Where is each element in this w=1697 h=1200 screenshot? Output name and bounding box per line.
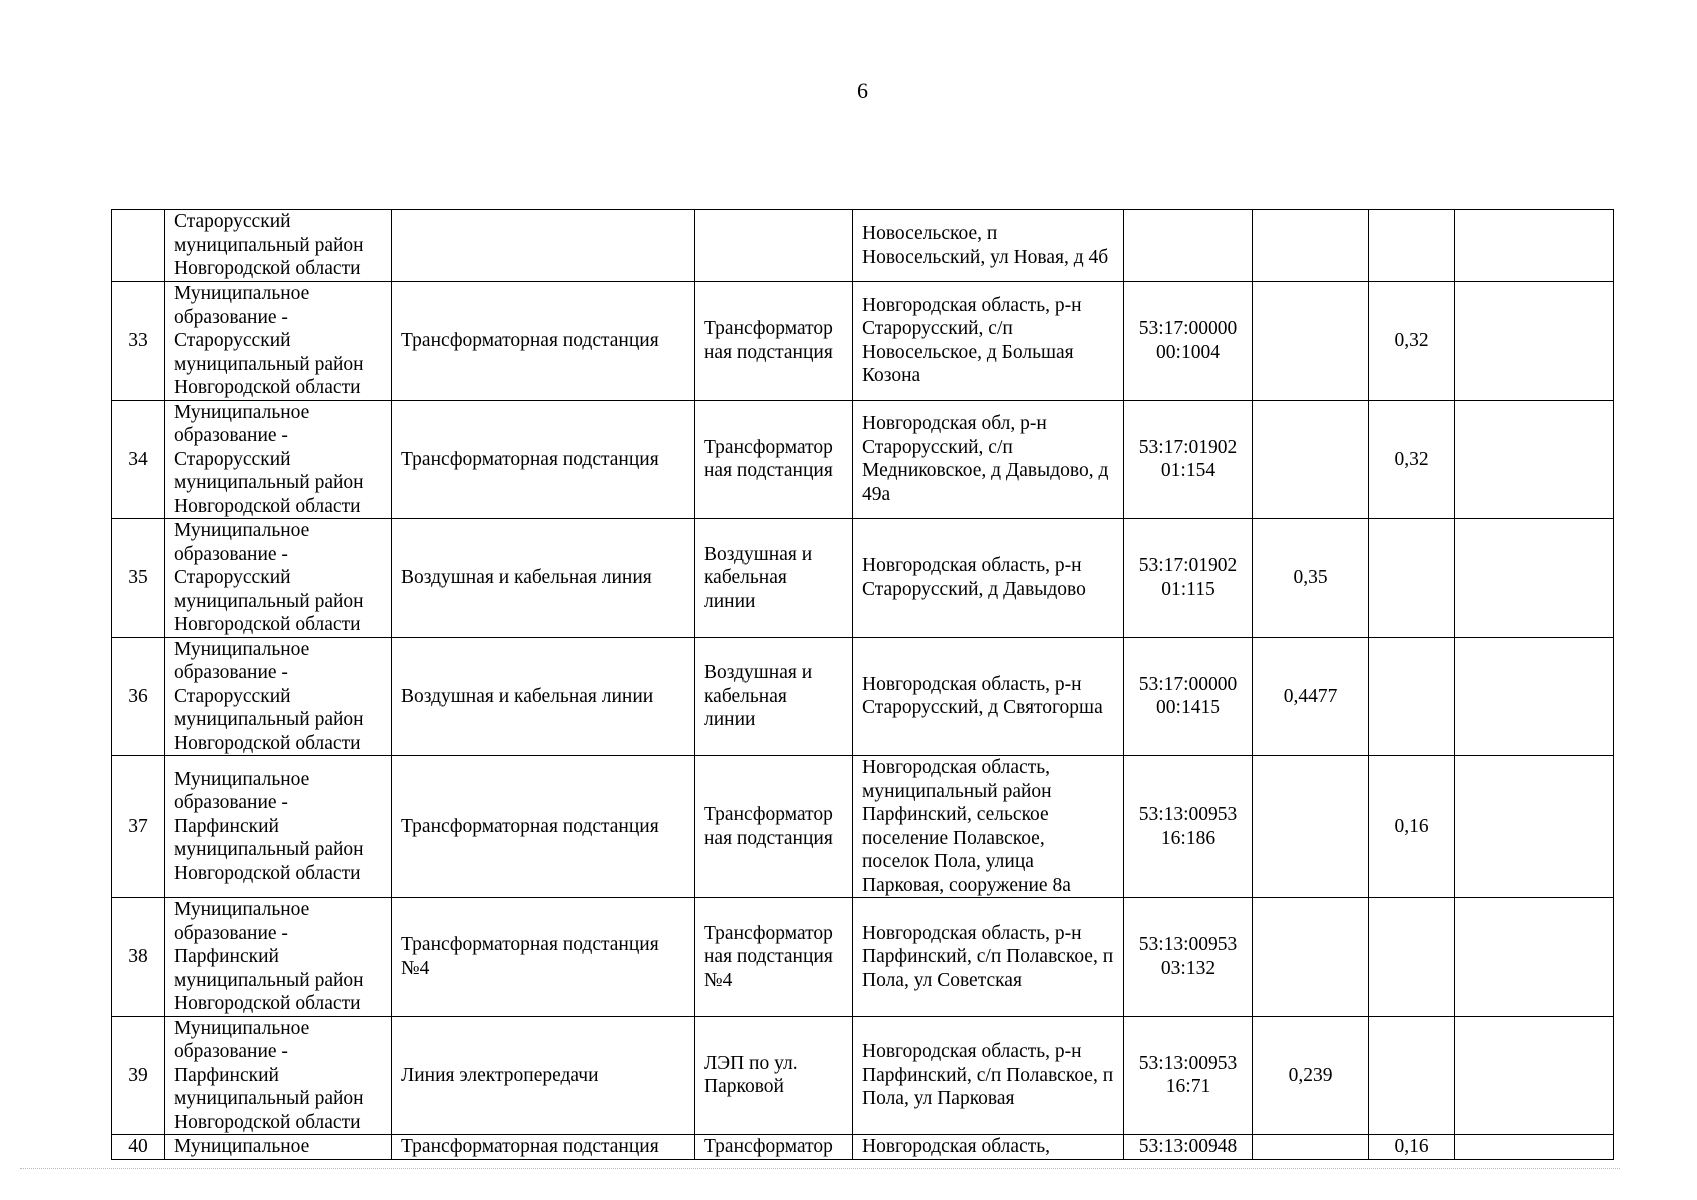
area-cell: 0,16: [1369, 756, 1455, 898]
object-name-cell: Трансформаторная подстанция: [392, 756, 695, 898]
table-row: [112, 282, 1614, 401]
note-cell: [1455, 400, 1614, 519]
note-cell: [1455, 637, 1614, 756]
object-name-cell: Воздушная и кабельная линия: [392, 519, 695, 638]
area-cell: [1369, 637, 1455, 756]
owner-cell: Муниципальное образование - Старорусский муниципальный район Новгородской области: [165, 400, 392, 519]
cadastral-number-cell: 53:13:00953 16:71: [1124, 1016, 1253, 1135]
object-name-cell: [392, 210, 695, 282]
object-type-cell: Трансформатор ная подстанция: [695, 282, 853, 401]
cadastral-number-cell: 53:17:01902 01:115: [1124, 519, 1253, 638]
cadastral-number-cell: 53:17:01902 01:154: [1124, 400, 1253, 519]
note-cell: [1455, 756, 1614, 898]
table-row: [112, 519, 1614, 638]
table-row: [112, 1016, 1614, 1135]
table-row: [112, 756, 1614, 898]
object-name-cell: Воздушная и кабельная линии: [392, 637, 695, 756]
length-cell: [1253, 1135, 1369, 1160]
row-number-cell: 33: [112, 282, 165, 401]
cadastral-number-cell: [1124, 210, 1253, 282]
cadastral-number-cell: 53:17:00000 00:1004: [1124, 282, 1253, 401]
object-type-cell: ЛЭП по ул. Парковой: [695, 1016, 853, 1135]
object-type-cell: Трансформатор ная подстанция: [695, 756, 853, 898]
cadastral-number-cell: 53:13:00953 16:186: [1124, 756, 1253, 898]
address-cell: Новгородская область, р-н Старорусский, д Святогорша: [853, 637, 1124, 756]
area-cell: 0,32: [1369, 400, 1455, 519]
note-cell: [1455, 519, 1614, 638]
note-cell: [1455, 1135, 1614, 1160]
owner-cell: Муниципальное образование - Старорусский муниципальный район Новгородской области: [165, 519, 392, 638]
table-row: [112, 400, 1614, 519]
owner-cell: Старорусский муниципальный район Новгородской области: [165, 210, 392, 282]
length-cell: [1253, 282, 1369, 401]
note-cell: [1455, 210, 1614, 282]
length-cell: 0,35: [1253, 519, 1369, 638]
address-cell: Новгородская область, муниципальный район Парфинский, сельское поселение Полавское, поселок Пола, улица Парковая, сооружение 8а: [853, 756, 1124, 898]
table-row: [112, 637, 1614, 756]
object-type-cell: Трансформатор ная подстанция №4: [695, 898, 853, 1017]
note-cell: [1455, 1016, 1614, 1135]
cadastral-number-cell: 53:13:00948: [1124, 1135, 1253, 1160]
area-cell: 0,16: [1369, 1135, 1455, 1160]
length-cell: [1253, 400, 1369, 519]
length-cell: [1253, 756, 1369, 898]
row-number-cell: 37: [112, 756, 165, 898]
owner-cell: Муниципальное образование - Парфинский муниципальный район Новгородской области: [165, 1016, 392, 1135]
address-cell: Новгородская область, р-н Парфинский, с/п Полавское, п Пола, ул Парковая: [853, 1016, 1124, 1135]
address-cell: Новгородская область, р-н Парфинский, с/п Полавское, п Пола, ул Советская: [853, 898, 1124, 1017]
owner-cell: Муниципальное образование - Парфинский муниципальный район Новгородской области: [165, 898, 392, 1017]
table-row: [112, 210, 1614, 282]
row-number-cell: 40: [112, 1135, 165, 1160]
row-number-cell: 34: [112, 400, 165, 519]
note-cell: [1455, 282, 1614, 401]
row-number-cell: 35: [112, 519, 165, 638]
address-cell: Новосельское, п Новосельский, ул Новая, д 4б: [853, 210, 1124, 282]
cadastral-number-cell: 53:17:00000 00:1415: [1124, 637, 1253, 756]
object-type-cell: Трансформатор ная подстанция: [695, 400, 853, 519]
owner-cell: Муниципальное: [165, 1135, 392, 1160]
area-cell: [1369, 1016, 1455, 1135]
address-cell: Новгородская область,: [853, 1135, 1124, 1160]
scan-artifact-line: [20, 1168, 1620, 1170]
row-number-cell: 38: [112, 898, 165, 1017]
length-cell: [1253, 210, 1369, 282]
area-cell: [1369, 210, 1455, 282]
registry-table: [111, 209, 1614, 1160]
object-type-cell: Воздушная и кабельная линии: [695, 637, 853, 756]
address-cell: Новгородская обл, р-н Старорусский, с/п Медниковское, д Давыдово, д 49а: [853, 400, 1124, 519]
address-cell: Новгородская область, р-н Старорусский, д Давыдово: [853, 519, 1124, 638]
owner-cell: Муниципальное образование - Старорусский муниципальный район Новгородской области: [165, 282, 392, 401]
object-name-cell: Трансформаторная подстанция: [392, 1135, 695, 1160]
row-number-cell: 39: [112, 1016, 165, 1135]
note-cell: [1455, 898, 1614, 1017]
owner-cell: Муниципальное образование - Парфинский муниципальный район Новгородской области: [165, 756, 392, 898]
table-row: [112, 1135, 1614, 1160]
length-cell: 0,239: [1253, 1016, 1369, 1135]
area-cell: [1369, 898, 1455, 1017]
length-cell: [1253, 898, 1369, 1017]
length-cell: 0,4477: [1253, 637, 1369, 756]
table-row: [112, 898, 1614, 1017]
object-name-cell: Трансформаторная подстанция: [392, 400, 695, 519]
row-number-cell: [112, 210, 165, 282]
area-cell: 0,32: [1369, 282, 1455, 401]
object-name-cell: Трансформаторная подстанция: [392, 282, 695, 401]
object-name-cell: Трансформаторная подстанция №4: [392, 898, 695, 1017]
object-type-cell: Воздушная и кабельная линии: [695, 519, 853, 638]
cadastral-number-cell: 53:13:00953 03:132: [1124, 898, 1253, 1017]
object-name-cell: Линия электропередачи: [392, 1016, 695, 1135]
object-type-cell: Трансформатор: [695, 1135, 853, 1160]
row-number-cell: 36: [112, 637, 165, 756]
address-cell: Новгородская область, р-н Старорусский, с/п Новосельское, д Большая Козона: [853, 282, 1124, 401]
object-type-cell: [695, 210, 853, 282]
page-number: 6: [857, 78, 868, 103]
owner-cell: Муниципальное образование - Старорусский муниципальный район Новгородской области: [165, 637, 392, 756]
area-cell: [1369, 519, 1455, 638]
